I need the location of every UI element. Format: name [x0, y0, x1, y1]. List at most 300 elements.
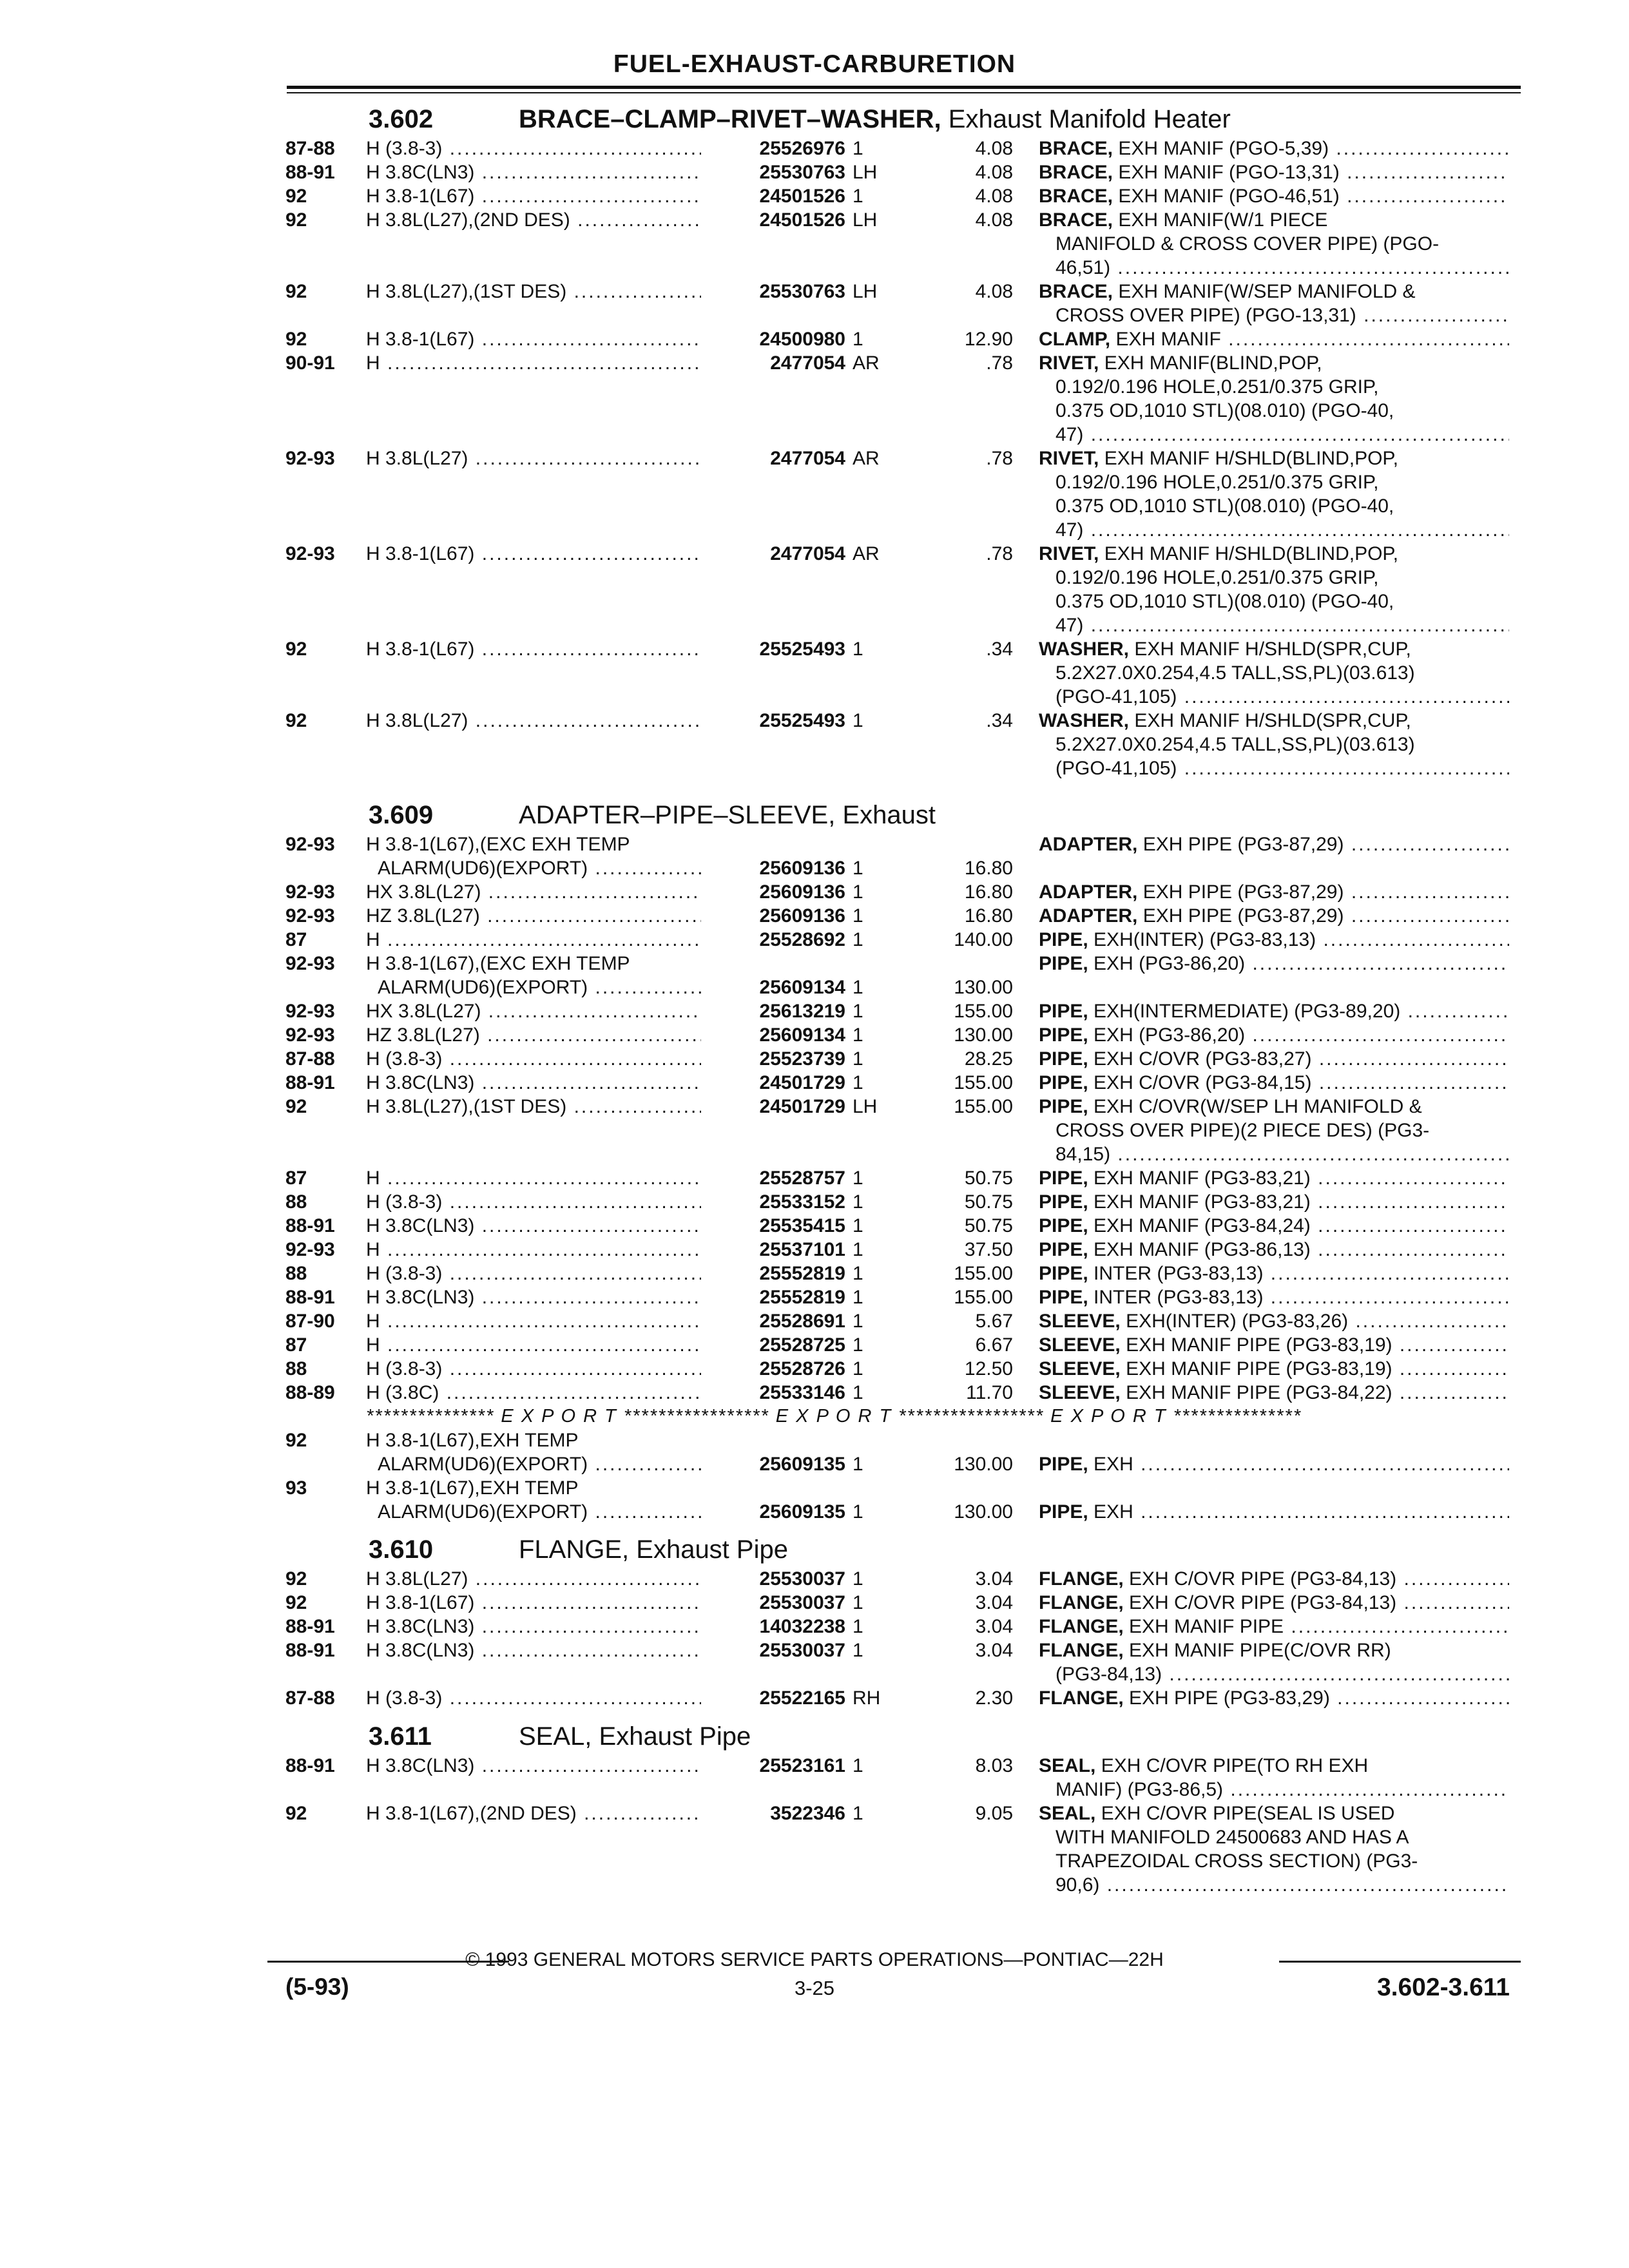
- description-line: [1039, 590, 1509, 613]
- parts-row: [0, 1428, 1629, 1476]
- part-name: BRACE,: [1039, 281, 1113, 302]
- part-description: [1039, 1238, 1509, 1262]
- model-description: [366, 1309, 701, 1333]
- part-name: WASHER,: [1039, 639, 1130, 660]
- model-line: [366, 1238, 701, 1262]
- model-year: 92-93: [285, 905, 335, 927]
- part-name: PIPE,: [1039, 1096, 1088, 1117]
- price: 155.00: [954, 1263, 1013, 1284]
- part-description: [1039, 208, 1509, 280]
- price: 16.80: [964, 858, 1013, 879]
- section-range: 3.602-3.611: [1376, 1974, 1510, 2001]
- price: 155.00: [954, 1001, 1013, 1022]
- part-name: PIPE,: [1039, 1001, 1088, 1022]
- description-line: [1039, 1166, 1509, 1190]
- model-line: [366, 1802, 701, 1825]
- part-description: [1039, 351, 1509, 447]
- description-text: EXH MANIF (PG3-83,21) .....: [1094, 1191, 1509, 1213]
- description-text: EXH C/OVR PIPE(SEAL IS USED: [1101, 1803, 1395, 1824]
- footer-date: (5-93): [285, 1974, 349, 2000]
- description-line: [1039, 232, 1509, 256]
- part-number: 25609135: [759, 1454, 845, 1475]
- part-description: [1039, 1452, 1509, 1476]
- model-description: [366, 1381, 701, 1405]
- section-header: [0, 103, 1629, 135]
- copyright-text: © 1993 GENERAL MOTORS SERVICE PARTS OPERATIONS—PONTIAC—22H: [465, 1949, 1164, 1970]
- price: 11.70: [966, 1382, 1013, 1403]
- model-text: H .....: [366, 1334, 701, 1356]
- description-line: [1039, 1849, 1509, 1873]
- description-line: [1039, 1190, 1509, 1214]
- quantity: 1: [853, 1454, 863, 1475]
- description-line: [1039, 1778, 1509, 1802]
- part-number: 24501526: [759, 209, 845, 231]
- model-line: [366, 160, 701, 184]
- part-number: 24500980: [759, 329, 845, 350]
- part-name: PIPE,: [1039, 1024, 1088, 1046]
- model-description: [366, 1615, 701, 1639]
- description-text: 0.375 OD,1010 STL)(08.010) (PGO-40,: [1055, 400, 1394, 421]
- description-line: [1039, 1023, 1509, 1047]
- section-title-rest: ADAPTER–PIPE–SLEEVE, Exhaust: [519, 801, 936, 829]
- part-name: PIPE,: [1039, 1072, 1088, 1093]
- description-line: [1039, 470, 1509, 494]
- description-line: [1039, 756, 1509, 780]
- quantity: 1: [853, 1239, 863, 1260]
- model-description: [366, 447, 701, 470]
- model-description: [366, 280, 701, 303]
- part-description: [1039, 280, 1509, 327]
- description-text: 0.192/0.196 HOLE,0.251/0.375 GRIP,: [1055, 567, 1379, 588]
- model-description: [366, 999, 701, 1023]
- price: .78: [986, 448, 1013, 469]
- quantity: 1: [853, 905, 863, 927]
- description-line: [1039, 1071, 1509, 1095]
- parts-row: [0, 1802, 1629, 1897]
- parts-row: [0, 904, 1629, 928]
- description-text: MANIFOLD & CROSS COVER PIPE) (PGO-: [1055, 233, 1440, 255]
- description-line: [1039, 1567, 1509, 1591]
- model-text: ALARM(UD6)(EXPORT) .....: [378, 977, 701, 998]
- parts-row: [0, 952, 1629, 999]
- model-year: 87-88: [285, 1687, 335, 1709]
- model-line: [366, 1686, 701, 1710]
- model-text: H 3.8L(L27) .....: [366, 1568, 701, 1590]
- model-year: 87-88: [285, 1048, 335, 1070]
- parts-row: [0, 928, 1629, 952]
- section-title-rest: Exhaust Manifold Heater: [941, 105, 1231, 133]
- model-line: [366, 1754, 701, 1778]
- part-description: [1039, 1686, 1509, 1710]
- model-year: 88: [285, 1263, 307, 1284]
- model-line: [366, 280, 701, 303]
- description-text: EXH (PG3-86,20) .....: [1094, 953, 1509, 974]
- model-description: [366, 208, 701, 232]
- model-text: HX 3.8L(L27) .....: [366, 1001, 701, 1022]
- model-text: ALARM(UD6)(EXPORT) .....: [378, 1454, 701, 1475]
- part-description: [1039, 542, 1509, 637]
- price: .34: [986, 639, 1013, 660]
- description-line: [1039, 1662, 1509, 1686]
- part-description: [1039, 709, 1509, 780]
- part-name: PIPE,: [1039, 1168, 1088, 1189]
- part-name: RIVET,: [1039, 543, 1099, 564]
- model-year: 90-91: [285, 352, 335, 374]
- description-line: [1039, 542, 1509, 566]
- part-name: SLEEVE,: [1039, 1311, 1121, 1332]
- price: 50.75: [964, 1191, 1013, 1213]
- description-text: EXH (PG3-86,20) .....: [1094, 1024, 1509, 1046]
- description-text: EXH MANIF (PGO-46,51) .....: [1118, 186, 1509, 207]
- description-line: [1039, 1214, 1509, 1238]
- model-line: [366, 1095, 701, 1119]
- model-text: H .....: [366, 1311, 701, 1332]
- part-number: 25530037: [759, 1568, 845, 1590]
- page-number: 3-25: [794, 1977, 835, 1999]
- price: 50.75: [964, 1168, 1013, 1189]
- quantity: 1: [853, 186, 863, 207]
- section-number: 3.610: [369, 1535, 434, 1564]
- parts-row: [0, 1357, 1629, 1381]
- description-line: [1039, 160, 1509, 184]
- part-number: 25535415: [759, 1215, 845, 1236]
- quantity: 1: [853, 1382, 863, 1403]
- parts-row: [0, 1309, 1629, 1333]
- part-description: [1039, 1591, 1509, 1615]
- price: 12.90: [964, 329, 1013, 350]
- description-text: (PGO-41,105) .....: [1055, 686, 1509, 707]
- parts-row: [0, 184, 1629, 208]
- model-description: [366, 184, 701, 208]
- model-text: H (3.8C) .....: [366, 1382, 701, 1403]
- model-line: [366, 1381, 701, 1405]
- parts-row: [0, 1381, 1629, 1405]
- part-name: SEAL,: [1039, 1803, 1096, 1824]
- model-line: [366, 832, 701, 856]
- description-line: [1039, 1802, 1509, 1825]
- description-line: [1039, 1285, 1509, 1309]
- part-description: [1039, 1802, 1509, 1897]
- model-text: H 3.8-1(L67),EXH TEMP: [366, 1477, 579, 1499]
- description-text: EXH MANIF PIPE (PG3-83,19) .....: [1126, 1358, 1509, 1379]
- price: .78: [986, 543, 1013, 564]
- parts-row: [0, 1591, 1629, 1615]
- description-text: EXH(INTER) (PG3-83,13) .....: [1094, 929, 1509, 950]
- parts-row: [0, 447, 1629, 542]
- price: 4.08: [975, 162, 1013, 183]
- part-name: BRACE,: [1039, 186, 1113, 207]
- parts-row: [0, 1190, 1629, 1214]
- quantity: 1: [853, 1568, 863, 1590]
- description-text: 46,51) .....: [1055, 257, 1509, 278]
- model-description: [366, 1357, 701, 1381]
- model-line: [366, 975, 701, 999]
- model-text: H 3.8C(LN3) .....: [366, 1072, 701, 1093]
- quantity: 1: [853, 1616, 863, 1637]
- part-description: [1039, 928, 1509, 952]
- model-description: [366, 137, 701, 160]
- quantity: 1: [853, 1501, 863, 1523]
- price: 50.75: [964, 1215, 1013, 1236]
- model-line: [366, 952, 701, 975]
- part-number: 25523161: [759, 1755, 845, 1776]
- model-year: 87-90: [285, 1311, 335, 1332]
- description-line: [1039, 904, 1509, 928]
- model-line: [366, 1357, 701, 1381]
- description-line: [1039, 1142, 1509, 1166]
- description-text: TRAPEZOIDAL CROSS SECTION) (PG3-: [1055, 1850, 1418, 1872]
- part-name: PIPE,: [1039, 1048, 1088, 1070]
- export-separator: *************** E X P O R T ***************** E X P O R T ***************** E X P O R T ***************: [366, 1406, 1302, 1427]
- part-name: RIVET,: [1039, 352, 1099, 374]
- part-name: FLANGE,: [1039, 1568, 1124, 1590]
- quantity: 1: [853, 1592, 863, 1613]
- model-description: [366, 1190, 701, 1214]
- model-line: [366, 928, 701, 952]
- part-number: 25609136: [759, 858, 845, 879]
- part-number: 25530037: [759, 1592, 845, 1613]
- description-line: [1039, 566, 1509, 590]
- model-year: 92: [285, 281, 307, 302]
- part-name: SEAL,: [1039, 1755, 1096, 1776]
- model-line: [366, 1023, 701, 1047]
- description-line: [1039, 1357, 1509, 1381]
- model-line: [366, 999, 701, 1023]
- part-description: [1039, 327, 1509, 351]
- model-year: 88-91: [285, 1072, 335, 1093]
- part-description: [1039, 1567, 1509, 1591]
- model-text: H .....: [366, 1168, 701, 1189]
- model-text: H 3.8-1(L67) .....: [366, 639, 701, 660]
- model-year: 92: [285, 1592, 307, 1613]
- description-line: [1039, 256, 1509, 280]
- model-line: [366, 880, 701, 904]
- price: 3.04: [975, 1592, 1013, 1613]
- description-text: 0.375 OD,1010 STL)(08.010) (PGO-40,: [1055, 591, 1394, 612]
- model-year: 88-91: [285, 1755, 335, 1776]
- part-description: [1039, 184, 1509, 208]
- part-description: [1039, 1285, 1509, 1309]
- header-rule-thin: [287, 92, 1521, 93]
- model-year: 87-88: [285, 138, 335, 159]
- quantity: LH: [853, 209, 878, 231]
- header-rule: [287, 86, 1521, 89]
- model-description: [366, 1214, 701, 1238]
- description-text: WITH MANIFOLD 24500683 AND HAS A: [1055, 1827, 1409, 1848]
- quantity: 1: [853, 1072, 863, 1093]
- part-number: 25528726: [759, 1358, 845, 1379]
- description-line: [1039, 494, 1509, 518]
- model-line: [366, 351, 701, 375]
- description-line: [1039, 375, 1509, 399]
- description-text: EXH MANIF (PGO-5,39) .....: [1118, 138, 1509, 159]
- part-description: [1039, 447, 1509, 542]
- model-line: [366, 1214, 701, 1238]
- price: 4.08: [975, 138, 1013, 159]
- section-title-bold: BRACE–CLAMP–RIVET–WASHER,: [519, 105, 941, 133]
- model-text: H .....: [366, 929, 701, 950]
- model-line: [366, 1591, 701, 1615]
- model-text: H 3.8C(LN3) .....: [366, 1755, 701, 1776]
- model-year: 92-93: [285, 834, 335, 855]
- description-line: [1039, 1333, 1509, 1357]
- part-name: PIPE,: [1039, 1454, 1088, 1475]
- parts-row: [0, 542, 1629, 637]
- parts-row: [0, 1262, 1629, 1285]
- model-year: 93: [285, 1477, 307, 1499]
- description-line: [1039, 447, 1509, 470]
- part-description: [1039, 1754, 1509, 1802]
- quantity: RH: [853, 1687, 881, 1709]
- part-name: FLANGE,: [1039, 1592, 1124, 1613]
- part-description: [1039, 1309, 1509, 1333]
- section-title: [519, 103, 1231, 135]
- model-line: [366, 1309, 701, 1333]
- description-line: [1039, 1047, 1509, 1071]
- parts-row: [0, 1615, 1629, 1639]
- model-year: 92-93: [285, 1239, 335, 1260]
- part-name: PIPE,: [1039, 1215, 1088, 1236]
- price: 3.04: [975, 1568, 1013, 1590]
- price: .34: [986, 710, 1013, 731]
- description-line: [1039, 709, 1509, 733]
- part-number: 25609136: [759, 905, 845, 927]
- model-description: [366, 1754, 701, 1778]
- model-description: [366, 1428, 701, 1476]
- model-text: H 3.8L(L27),(1ST DES) .....: [366, 281, 701, 302]
- part-name: BRACE,: [1039, 209, 1113, 231]
- model-year: 92: [285, 1568, 307, 1590]
- price: 12.50: [964, 1358, 1013, 1379]
- model-description: [366, 928, 701, 952]
- part-number: 25613219: [759, 1001, 845, 1022]
- model-line: [366, 137, 701, 160]
- description-line: [1039, 1500, 1509, 1524]
- part-number: 25528691: [759, 1311, 845, 1332]
- description-text: EXH .....: [1094, 1454, 1509, 1475]
- part-name: BRACE,: [1039, 138, 1113, 159]
- quantity: 1: [853, 929, 863, 950]
- description-text: EXH MANIF PIPE(C/OVR RR): [1129, 1640, 1391, 1661]
- description-text: EXH MANIF (PG3-83,21) .....: [1094, 1168, 1509, 1189]
- part-description: [1039, 1381, 1509, 1405]
- model-text: HZ 3.8L(L27) .....: [366, 905, 701, 927]
- model-description: [366, 880, 701, 904]
- description-text: 5.2X27.0X0.254,4.5 TALL,SS,PL)(03.613): [1055, 734, 1415, 755]
- quantity: AR: [853, 448, 880, 469]
- description-text: EXH(INTER) (PG3-83,26) .....: [1126, 1311, 1509, 1332]
- price: 130.00: [954, 977, 1013, 998]
- section-title: [519, 1533, 788, 1566]
- quantity: 1: [853, 1263, 863, 1284]
- part-number: 25609134: [759, 1024, 845, 1046]
- description-line: [1039, 999, 1509, 1023]
- description-line: [1039, 518, 1509, 542]
- model-description: [366, 709, 701, 733]
- description-text: EXH C/OVR (PG3-83,27) .....: [1094, 1048, 1509, 1070]
- part-description: [1039, 1071, 1509, 1095]
- model-line: [366, 542, 701, 566]
- part-number: 25552819: [759, 1287, 845, 1308]
- part-number: 3522346: [770, 1803, 845, 1824]
- quantity: 1: [853, 1287, 863, 1308]
- description-line: [1039, 1452, 1509, 1476]
- part-name: PIPE,: [1039, 1263, 1088, 1284]
- part-name: FLANGE,: [1039, 1616, 1124, 1637]
- model-description: [366, 832, 701, 880]
- part-number: 25522165: [759, 1687, 845, 1709]
- model-description: [366, 160, 701, 184]
- quantity: 1: [853, 1755, 863, 1776]
- part-name: ADAPTER,: [1039, 905, 1138, 927]
- quantity: 1: [853, 639, 863, 660]
- model-year: 92: [285, 1803, 307, 1824]
- part-name: SLEEVE,: [1039, 1334, 1121, 1356]
- part-number: 14032238: [759, 1616, 845, 1637]
- description-text: MANIF) (PG3-86,5) .....: [1055, 1779, 1509, 1800]
- model-line: [366, 1476, 701, 1500]
- parts-row: [0, 1238, 1629, 1262]
- description-line: [1039, 1381, 1509, 1405]
- description-text: EXH C/OVR(W/SEP LH MANIFOLD &: [1094, 1096, 1422, 1117]
- description-text: EXH MANIF H/SHLD(SPR,CUP,: [1134, 710, 1411, 731]
- price: 140.00: [954, 929, 1013, 950]
- price: 16.80: [964, 881, 1013, 903]
- part-name: FLANGE,: [1039, 1687, 1124, 1709]
- part-description: [1039, 137, 1509, 160]
- description-text: EXH MANIF(W/1 PIECE: [1118, 209, 1328, 231]
- model-description: [366, 904, 701, 928]
- part-description: [1039, 1262, 1509, 1285]
- description-text: EXH PIPE (PG3-87,29) .....: [1143, 905, 1509, 927]
- parts-row: [0, 880, 1629, 904]
- description-text: (PGO-41,105) .....: [1055, 758, 1509, 779]
- model-year: 92: [285, 710, 307, 731]
- quantity: 1: [853, 1358, 863, 1379]
- description-line: [1039, 208, 1509, 232]
- model-text: ALARM(UD6)(EXPORT) .....: [378, 858, 701, 879]
- quantity: 1: [853, 710, 863, 731]
- part-name: PIPE,: [1039, 929, 1088, 950]
- part-number: 25609136: [759, 881, 845, 903]
- model-year: 87: [285, 929, 307, 950]
- model-text: H 3.8L(L27) .....: [366, 710, 701, 731]
- description-text: EXH C/OVR PIPE (PG3-84,13) .....: [1129, 1568, 1509, 1590]
- model-description: [366, 1333, 701, 1357]
- part-name: PIPE,: [1039, 1191, 1088, 1213]
- section-title-rest: FLANGE, Exhaust Pipe: [519, 1535, 788, 1564]
- model-text: HZ 3.8L(L27) .....: [366, 1024, 701, 1046]
- price: 8.03: [975, 1755, 1013, 1776]
- parts-row: [0, 1686, 1629, 1710]
- model-text: H 3.8-1(L67),(EXC EXH TEMP: [366, 834, 630, 855]
- description-text: EXH MANIF(BLIND,POP,: [1104, 352, 1322, 374]
- model-year: 92: [285, 639, 307, 660]
- quantity: LH: [853, 281, 878, 302]
- part-number: 2477054: [770, 352, 845, 374]
- model-line: [366, 904, 701, 928]
- model-year: 88-89: [285, 1382, 335, 1403]
- part-description: [1039, 1357, 1509, 1381]
- description-text: EXH .....: [1094, 1501, 1509, 1523]
- quantity: 1: [853, 1024, 863, 1046]
- description-text: 90,6) .....: [1055, 1874, 1509, 1896]
- model-year: 92: [285, 186, 307, 207]
- description-text: 0.192/0.196 HOLE,0.251/0.375 GRIP,: [1055, 472, 1379, 493]
- part-description: [1039, 880, 1509, 904]
- description-text: EXH C/OVR PIPE(TO RH EXH: [1101, 1755, 1369, 1776]
- description-text: EXH PIPE (PG3-87,29) .....: [1143, 881, 1509, 903]
